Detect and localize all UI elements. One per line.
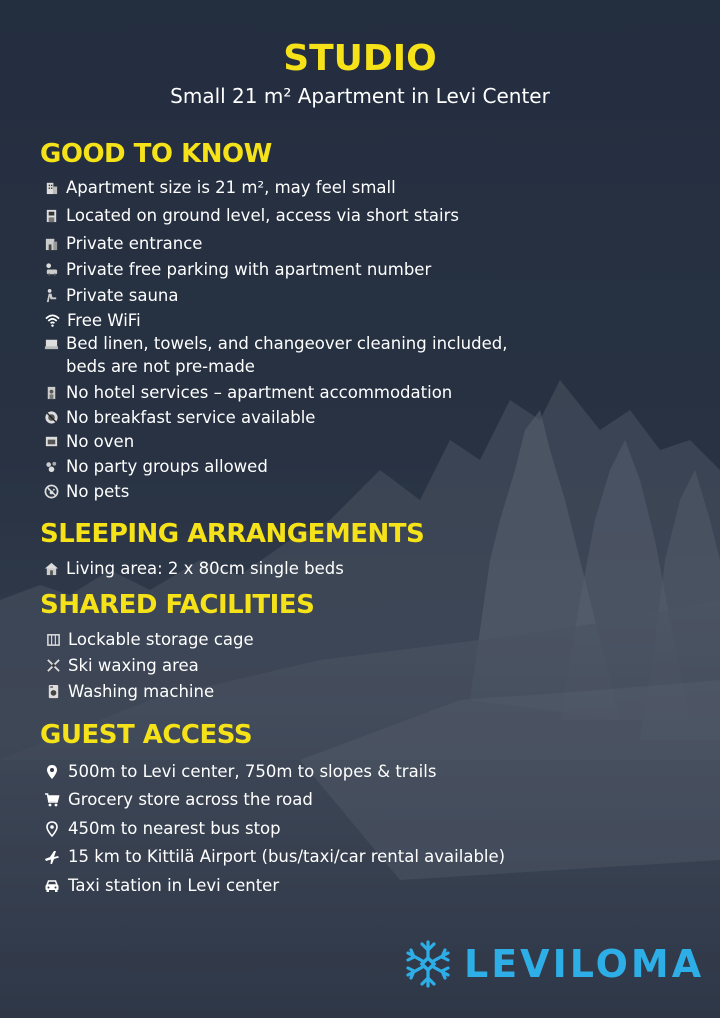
hotel-icon (44, 381, 61, 403)
list-item (44, 480, 129, 503)
list-item (46, 680, 214, 703)
list-item-text: 450m to nearest bus stop (68, 819, 281, 838)
no-breakfast-icon (44, 406, 61, 428)
list-item (44, 381, 452, 404)
list-item (46, 654, 199, 677)
snowflake-logo-icon (402, 938, 454, 990)
location-pin-icon (44, 760, 64, 782)
list-item (44, 788, 313, 811)
list-item (46, 628, 254, 651)
door-icon (44, 204, 61, 226)
section-heading-guest-access: GUEST ACCESS (40, 720, 253, 750)
logo-wordmark: LEVILOMA (464, 942, 705, 986)
ski-icon (46, 654, 63, 676)
wifi-icon (45, 309, 62, 331)
storage-icon (46, 628, 63, 650)
linen-icon (44, 332, 61, 354)
list-item-text: 15 km to Kittilä Airport (bus/taxi/car rental available) (68, 847, 506, 866)
party-icon (44, 455, 61, 477)
leviloma-logo (402, 938, 704, 990)
list-item (44, 258, 431, 281)
list-item-text: Private entrance (66, 234, 203, 253)
list-item-text: No oven (66, 432, 135, 451)
list-item-text: Bed linen, towels, and changeover cleaning included, beds are not pre-made (66, 334, 508, 376)
list-item-text: Apartment size is 21 m², may feel small (66, 178, 396, 197)
list-item-text: Grocery store across the road (68, 790, 313, 809)
list-item-text: Located on ground level, access via short stairs (66, 206, 460, 225)
list-item-text: Lockable storage cage (68, 630, 254, 649)
list-item (44, 232, 202, 255)
list-item-text: Ski waxing area (68, 656, 199, 675)
section-heading-good-to-know: GOOD TO KNOW (40, 139, 272, 169)
list-item (44, 557, 344, 580)
list-item (44, 874, 279, 897)
list-item (45, 309, 141, 332)
list-item (44, 817, 281, 840)
list-item (44, 176, 396, 199)
list-item-text: Taxi station in Levi center (68, 876, 280, 895)
list-item-text: No hotel services – apartment accommodation (66, 383, 453, 402)
list-item (44, 455, 268, 478)
list-item (44, 760, 436, 783)
list-item (44, 845, 505, 868)
list-item-text: No pets (66, 482, 130, 501)
section-heading-shared-facilities: SHARED FACILITIES (40, 590, 315, 620)
sauna-icon (44, 284, 61, 306)
location-pin-icon (44, 817, 64, 839)
list-item-text: Private free parking with apartment number (66, 260, 432, 279)
list-item (44, 204, 459, 227)
list-item (44, 406, 315, 429)
list-item-text: Free WiFi (67, 311, 141, 330)
list-item-text: No breakfast service available (66, 408, 316, 427)
building-icon (44, 176, 61, 198)
list-item-text: Private sauna (66, 286, 179, 305)
taxi-icon (44, 874, 64, 896)
section-heading-sleeping: SLEEPING ARRANGEMENTS (40, 519, 425, 549)
list-item (44, 284, 179, 307)
list-item-text: 500m to Levi center, 750m to slopes & trails (68, 762, 437, 781)
entrance-icon (44, 232, 61, 254)
airplane-icon (44, 845, 64, 867)
list-item-text: Living area: 2 x 80cm single beds (66, 559, 344, 578)
cart-icon (44, 788, 64, 810)
page-title: STUDIO (283, 38, 437, 79)
oven-icon (44, 430, 61, 452)
list-item-text: Washing machine (68, 682, 215, 701)
list-item-text: No party groups allowed (66, 457, 268, 476)
no-pets-icon (44, 480, 61, 502)
list-item (44, 332, 507, 378)
parking-icon (44, 258, 61, 280)
list-item (44, 430, 134, 453)
washing-machine-icon (46, 680, 63, 702)
page-subtitle: Small 21 m² Apartment in Levi Center (170, 84, 550, 108)
house-icon (44, 557, 61, 579)
